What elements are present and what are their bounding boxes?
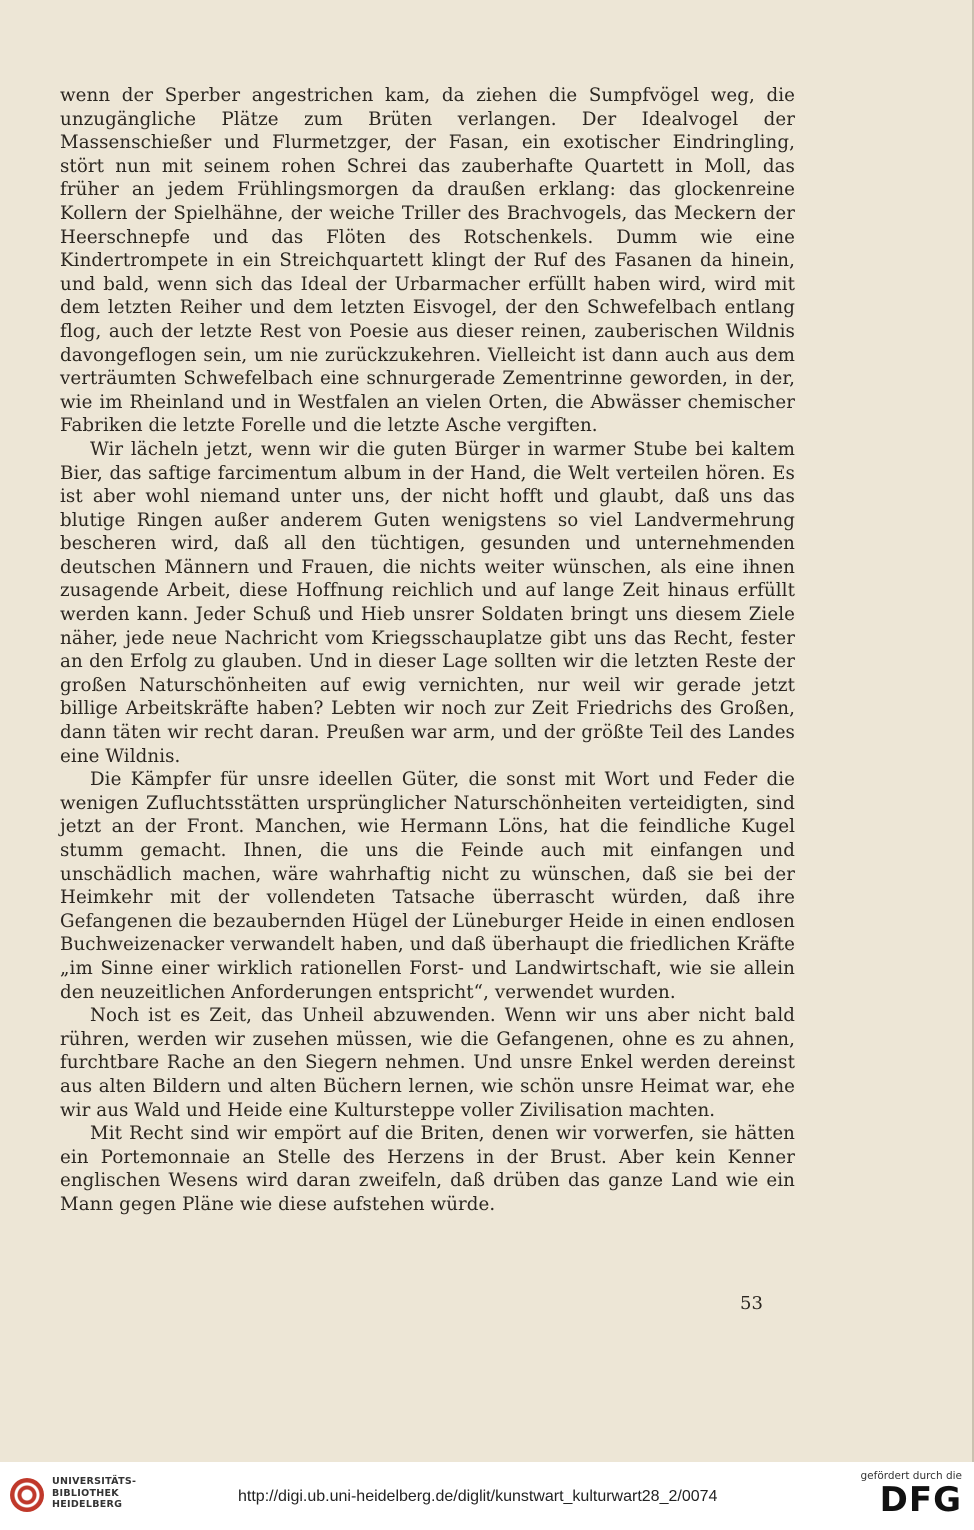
library-logo[interactable] <box>10 1476 180 1520</box>
paragraph-4: Noch ist es Zeit, das Unheil abzuwenden. Wenn wir uns aber nicht bald rühren, werden wir zusehen müssen, wie die Gefangenen, ohne es zu ahnen, furchtbare Rache an den Siegern nehmen. Und unsre Enkel werden dereinst aus alten Bildern und alten Büchern lernen, wie schön unsre Heimat war, ehe wir aus Wald und Heide eine Kultursteppe voller Zivilisation machten. <box>60 1005 795 1121</box>
body-text <box>60 84 795 1217</box>
library-name-line3: HEIDELBERG <box>52 1499 123 1510</box>
page-number: 53 <box>740 1293 763 1314</box>
paragraph-5: Mit Recht sind wir empört auf die Briten, denen wir vorwerfen, sie hätten ein Portemonnaie an Stelle des Herzens in der Brust. Aber kein Kenner englischen Wesens wird daran zweifeln, daß drüben das ganze Land wie ein Mann gegen Pläne wie diese aufstehen würde. <box>60 1123 795 1215</box>
funding-caption: gefördert durch die <box>860 1470 962 1482</box>
dfg-logo[interactable] <box>852 1470 962 1526</box>
library-emblem-icon <box>10 1478 44 1512</box>
dfg-mark: DFG <box>879 1480 962 1520</box>
library-name <box>52 1476 182 1511</box>
paragraph-3: Die Kämpfer für unsre ideellen Güter, die sonst mit Wort und Feder die wenigen Zufluchtsstätten ursprünglicher Naturschönheiten verteidigten, sind jetzt an der Front. Manchen, wie Hermann Löns, hat die feindliche Kugel stumm gemacht. Ihnen, die uns die Feinde auch mit einfangen und unschädlich machen, wäre wahrhaftig nicht zu wünschen, daß sie bei der Heimkehr mit der vollendeten Tatsache überrascht würden, daß ihre Gefangenen die bezaubernden Hügel der Lüneburger Heide in einen endlosen Buchweizenacker verwandelt haben, und daß überhaupt die friedlichen Kräfte „im Sinne einer wirklich rationellen Forst- und Landwirtschaft, wie sie allein den neuzeitlichen Anforderungen entspricht“, verwendet wurden. <box>60 769 795 1003</box>
paragraph-2: Wir lächeln jetzt, wenn wir die guten Bürger in warmer Stube bei kaltem Bier, das saftige farcimentum album in der Hand, die Welt verteilen hören. Es ist aber wohl niemand unter uns, der nicht hofft und glaubt, daß uns das blutige Ringen außer anderem Guten wenigstens so viel Landvermehrung bescheren wird, daß all den tüchtigen, gesunden und unternehmenden deutschen Männern und Frauen, die nichts weiter wünschen, als eine ihnen zusagende Arbeit, diese Hoffnung reichlich und auf lange Zeit hinaus erfüllt werden kann. Jeder Schuß und Hieb unsrer Soldaten bringt uns diesem Ziele näher, jede neue Nachricht vom Kriegsschauplatze gibt uns das Recht, fester an den Erfolg zu glauben. Und in dieser Lage sollten wir die letzten Reste der großen Naturschönheiten auf ewig vernichten, nur weil wir gerade jetzt billige Arbeitskräfte haben? Lebten wir noch zur Zeit Friedrichs des Großen, dann täten wir recht daran. Preußen war arm, und der größte Teil des Landes eine Wildnis. <box>60 438 795 767</box>
viewer-footer <box>0 1462 974 1530</box>
paragraph-1: wenn der Sperber angestrichen kam, da ziehen die Sumpfvögel weg, die unzugängliche Plätze zum Brüten verlangen. Der Idealvogel der Massenschießer und Flurmetzger, der Fasan, ein exotischer Eindringling, stört nun mit seinem rohen Schrei das zauberhafte Quartett in Moll, das früher an jedem Frühlingsmorgen da draußen erklang: das glockenreine Kollern der Spielhähne, der weiche Triller des Brachvogels, das Meckern der Heerschnepfe und das Flöten des Rotschenkels. Dumm wie eine Kindertrompete in ein Streichquartett klingt der Ruf des Fasanen da hinein, und bald, wenn sich das Ideal der Urbarmacher erfüllt haben wird, wird mit dem letzten Reiher und dem letzten Eisvogel, der den Schwefelbach entlang flog, auch der letzte Rest von Poesie aus dieser reinen, zauberischen Wildnis davongeflogen sein, um nie zurückzukehren. Vielleicht ist dann auch aus dem verträumten Schwefelbach eine schnurgerade Zementrinne geworden, in der, wie im Rheinland und in Westfalen an vielen Orten, die Abwässer chemischer Fabriken die letzte Forelle und die letzte Asche vergiften. <box>60 85 795 437</box>
library-name-line2: BIBLIOTHEK <box>52 1487 119 1499</box>
library-name-line1: UNIVERSITÄTS- <box>52 1476 137 1487</box>
permalink-url[interactable]: http://digi.ub.uni-heidelberg.de/diglit/kunstwart_kulturwart28_2/0074 <box>238 1488 718 1505</box>
